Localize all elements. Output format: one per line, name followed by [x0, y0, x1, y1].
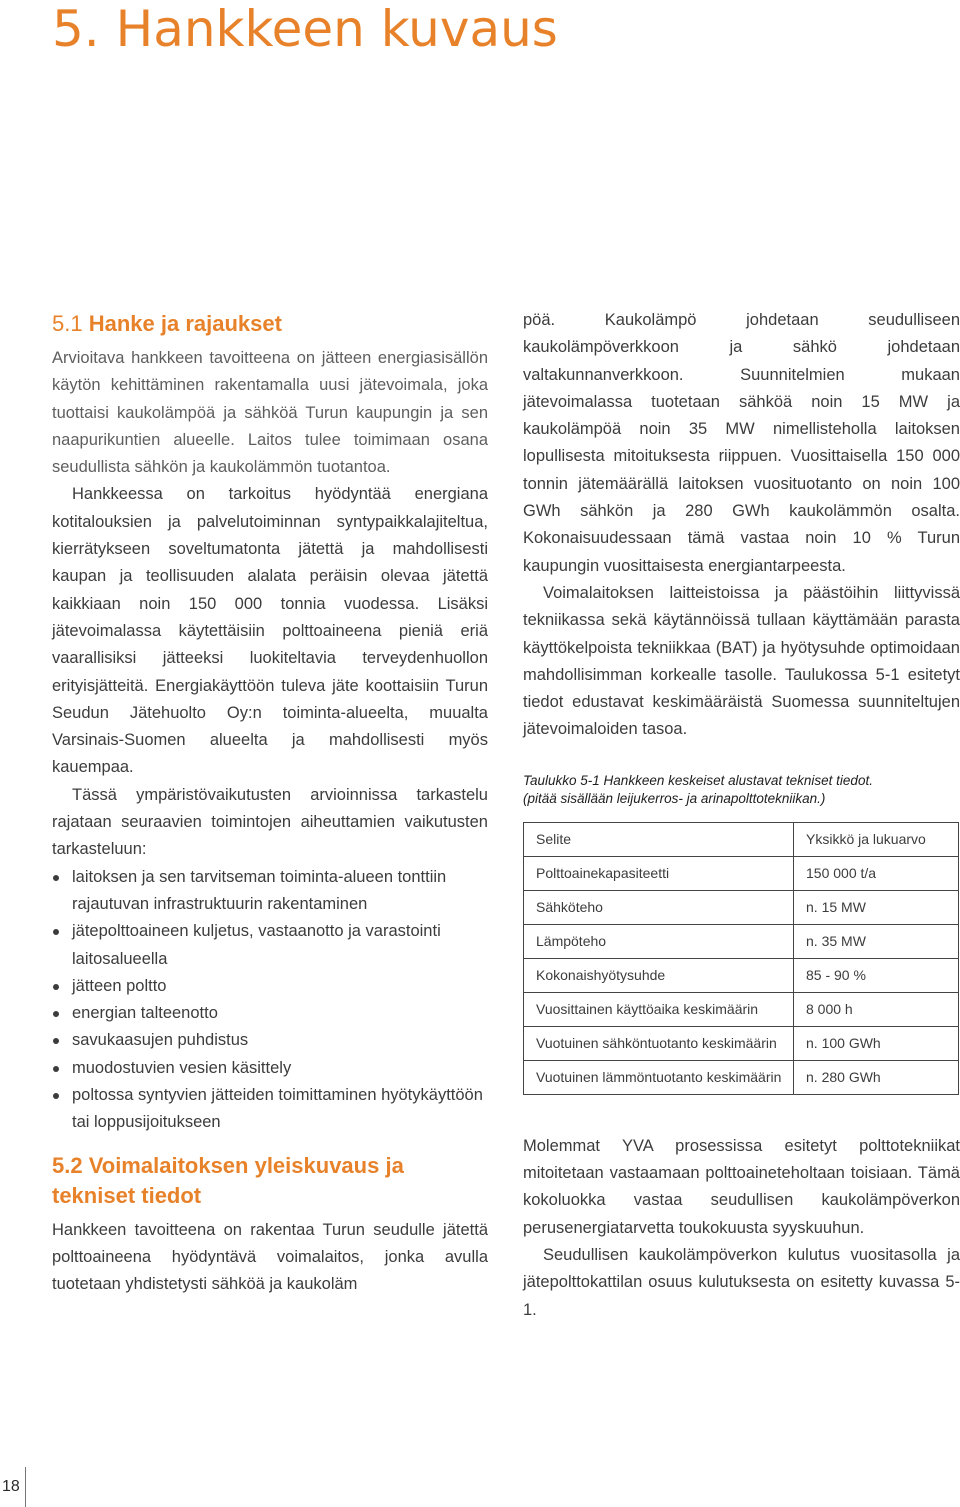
bullet-icon [53, 875, 59, 881]
table-cell: n. 35 MW [794, 924, 959, 958]
paragraph: Hankkeessa on tarkoitus hyödyntää energiana kotitalouksien ja palvelutoiminnan syntypaikkalajiteltua, kierrätykseen soveltumatonta jätettä ja mahdollisesti kaupan ja teollisuuden alalata peräisin olevaa jätettä kaikkiaan noin 150 000 tonnia vuodessa. Lisäksi jätevoimalassa käytettäisiin polttoaineena pieniä eriä vaarallisiksi jätteeksi luokiteltavia terveydenhuollon erityisjätteitä. Energiakäyttöön tuleva jäte koottaisiin Turun Seudun Jätehuolto Oy:n toiminta-alueelta, muualta Varsinais-Suomen alueelta ja mahdollisesti myös kauempaa. [52, 485, 488, 777]
table-row [524, 856, 959, 890]
paragraph: pöä. Kaukolämpö johdetaan seudulliseen kaukolämpöverkkoon ja sähkö johdetaan valtakunnanverkkoon. Suunnitelmien mukaan jätevoimalassa tuotetaan sähköä noin 15 MW ja kaukolämpöä noin 35 MW nimellisteholla laitoksen lopullisesta mitoituksesta riippuen. Vuosittaisella 150 000 tonnin jätemäärällä laitoksen vuosituotanto on noin 100 GWh sähkön ja 280 GWh kaukolämmön osalta. Kokonaisuudessaan tämä vastaa noin 10 % Turun kaupungin vuosittaisesta energiantarpeesta. [523, 311, 960, 575]
table-cell: n. 280 GWh [794, 1060, 959, 1094]
table-cell: Yksikkö ja lukuarvo [794, 822, 959, 856]
table-row [524, 822, 959, 856]
list-item: muodostuvien vesien käsittely [52, 1055, 488, 1082]
paragraph: Molemmat YVA prosessissa esitetyt polttotekniikat mitoitetaan vastaamaan polttoaineteholtaan toisiaan. Tämä kokoluokka vastaa seudullisen kaukolämpöverkon perusenergiatarvetta toukokuusta syyskuuhun. [523, 1136, 960, 1237]
table-cell: Sähköteho [524, 890, 794, 924]
list-item: poltossa syntyvien jätteiden toimittaminen hyötykäyttöön tai loppusijoitukseen [52, 1082, 488, 1137]
right-column [523, 307, 960, 1324]
bullet-icon [53, 984, 59, 990]
table-cell: Vuotuinen sähköntuotanto keskimäärin [524, 1026, 794, 1060]
paragraph: Voimalaitoksen laitteistoissa ja päästöihin liittyvissä tekniikassa sekä käytännöissä tullaan käyttämään parasta käyttökelpoista tekniikkaa (BAT) ja hyötysuhde optimoidaan mahdollisimman korkealle tasolle. Taulukossa 5-1 esitetyt tiedot edustavat keskimääräistä Suomessa suunniteltujen jätevoimaloiden tasoa. [523, 583, 960, 739]
table-row [524, 924, 959, 958]
left-column [52, 309, 488, 1299]
table-cell: 150 000 t/a [794, 856, 959, 890]
table-row [524, 890, 959, 924]
scope-bullet-list [52, 864, 488, 1137]
table-cell: 85 - 90 % [794, 958, 959, 992]
bullet-icon [53, 1093, 59, 1099]
table-cell: Lämpöteho [524, 924, 794, 958]
technical-data-table [523, 822, 959, 1095]
paragraph: Seudullisen kaukolämpöverkon kulutus vuositasolla ja jätepolttokattilan osuus kulutuksesta on esitetty kuvassa 5-1. [523, 1245, 960, 1319]
paragraph: Tässä ympäristövaikutusten arvioinnissa tarkastelu rajataan seuraavien toimintojen aiheuttamien vaikutusten tarkasteluun: [52, 785, 488, 859]
section-number: 5.1 [52, 311, 83, 336]
bullet-icon [53, 1066, 59, 1072]
table-row [524, 992, 959, 1026]
section-heading-5-1 [52, 309, 488, 339]
table-row [524, 1060, 959, 1094]
list-item: jätteen poltto [52, 973, 488, 1000]
section-heading-5-2 [52, 1151, 488, 1211]
table-cell: Vuotuinen lämmöntuotanto keskimäärin [524, 1060, 794, 1094]
table-cell: 8 000 h [794, 992, 959, 1026]
list-item: jätepolttoaineen kuljetus, vastaanotto ja varastointi laitosalueella [52, 918, 488, 973]
bullet-icon [53, 1011, 59, 1017]
table-cell: n. 100 GWh [794, 1026, 959, 1060]
section-title: Voimalaitoksen yleiskuvaus ja tekniset tiedot [52, 1152, 404, 1208]
bullet-icon [53, 929, 59, 935]
list-item: laitoksen ja sen tarvitseman toiminta-alueen tonttiin rajautuvan infrastruktuurin rakentaminen [52, 864, 488, 919]
table-cell: Vuosittainen käyttöaika keskimäärin [524, 992, 794, 1026]
section-number: 5.2 [52, 1152, 83, 1178]
list-item: energian talteenotto [52, 1000, 488, 1027]
paragraph: Arvioitava hankkeen tavoitteena on jätteen energiasisällön käytön kehittäminen rakentamalla uusi jätevoimala, joka tuottaisi kaukolämpöä ja sähköä Turun kaupungin ja sen naapurikuntien alueelle. Laitos tulee toimimaan osana seudullista sähkön ja kaukolämmön tuotantoa. [52, 349, 488, 477]
table-cell: Selite [524, 822, 794, 856]
table-row [524, 958, 959, 992]
section-title: Hanke ja rajaukset [88, 311, 282, 336]
bullet-icon [53, 1038, 59, 1044]
table-row [524, 1026, 959, 1060]
paragraph: Hankkeen tavoitteena on rakentaa Turun seudulle jätettä polttoaineena hyödyntävä voimalaitos, jonka avulla tuotetaan yhdistetysti sähköä ja kaukoläm [52, 1220, 488, 1294]
table-caption: Taulukko 5-1 Hankkeen keskeiset alustavat tekniset tiedot. (pitää sisällään leijukerros- ja arinapolttotekniikan.) [523, 772, 873, 806]
list-item: savukaasujen puhdistus [52, 1027, 488, 1054]
table-cell: n. 15 MW [794, 890, 959, 924]
page-number: 18 [0, 1467, 26, 1507]
table-cell: Polttoainekapasiteetti [524, 856, 794, 890]
chapter-title: 5. Hankkeen kuvaus [52, 0, 558, 58]
table-cell: Kokonaishyötysuhde [524, 958, 794, 992]
